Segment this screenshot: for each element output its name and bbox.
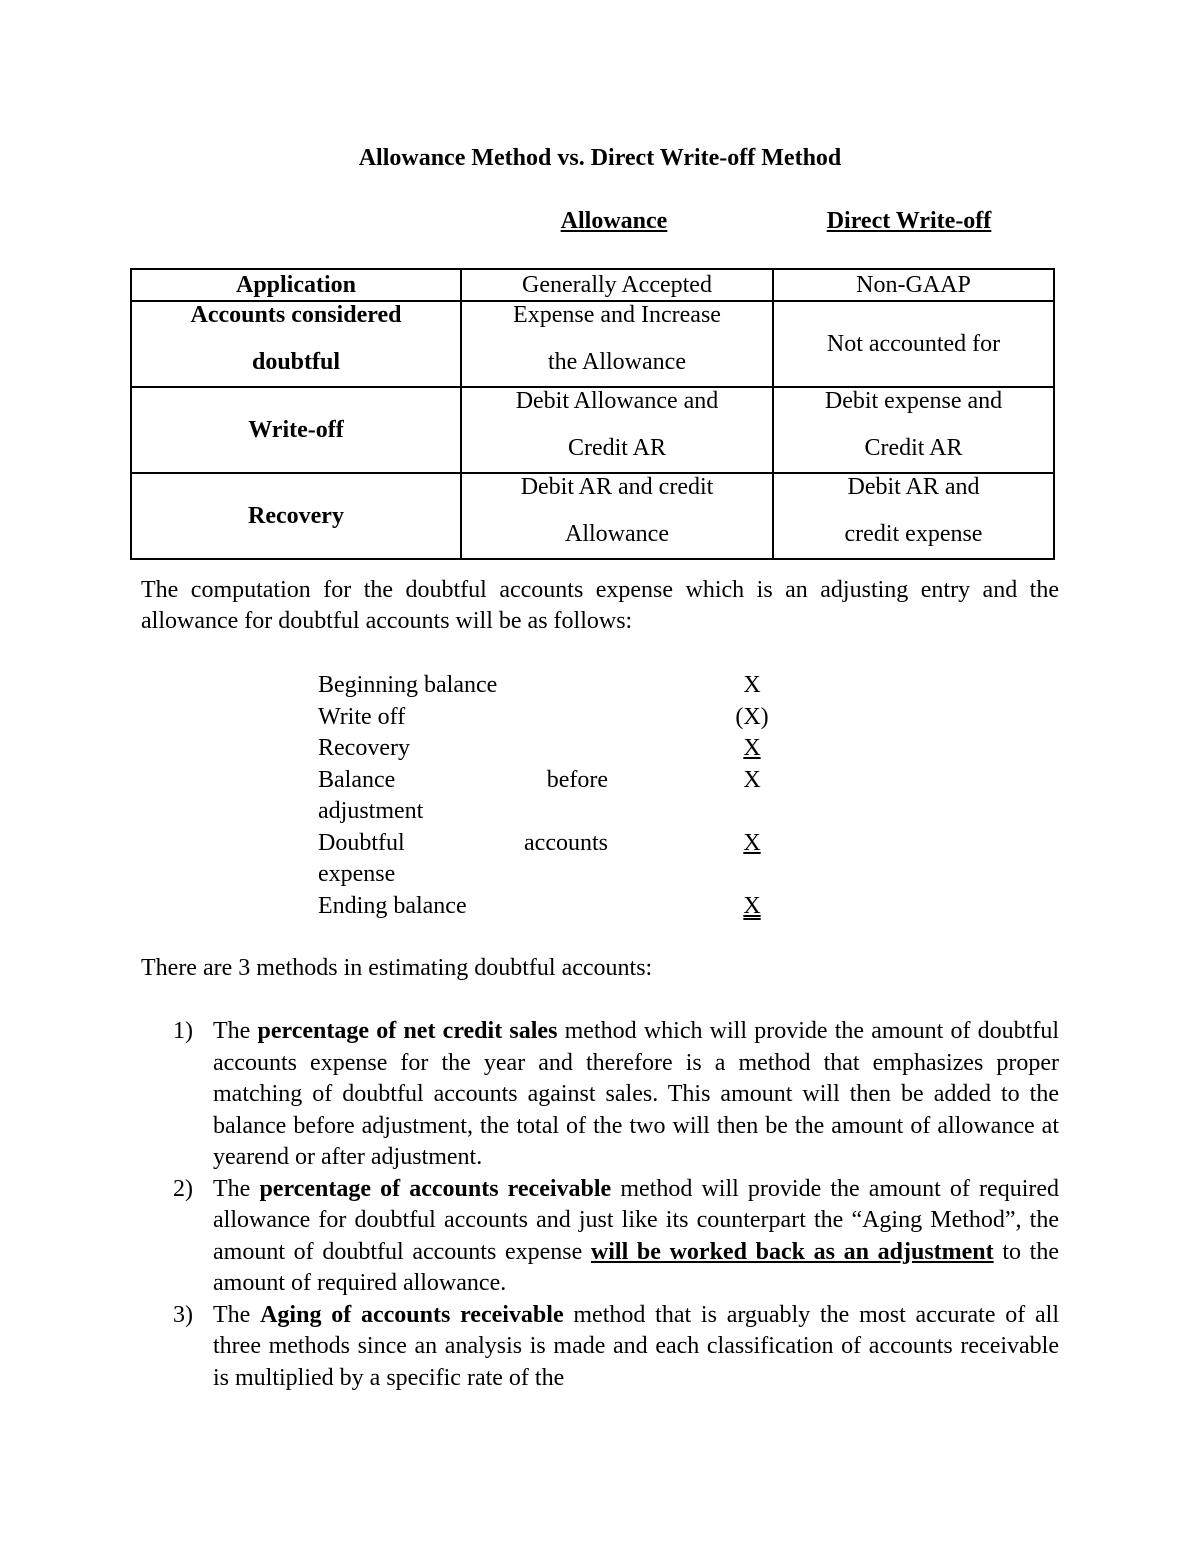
row-label xyxy=(131,301,461,387)
label-word: accounts xyxy=(524,829,608,856)
bold-term: Aging of accounts receivable xyxy=(260,1301,564,1328)
text-run: method will provide the amount of required allowance for doubtful accounts and just like its counterpart the “Aging Method”, the amount of doubtful accounts expense xyxy=(213,1175,1060,1265)
direct-line-1: Debit expense and xyxy=(824,388,1003,414)
direct-cell: Non-GAAP xyxy=(773,269,1054,301)
row-label: Write-off xyxy=(131,387,461,473)
methods-intro: There are 3 methods in estimating doubtful accounts: xyxy=(141,955,653,981)
table-row-write-off xyxy=(131,387,1054,473)
direct-cell xyxy=(773,473,1054,559)
direct-line-2: Credit AR xyxy=(864,435,963,461)
list-item xyxy=(141,1300,1059,1395)
bold-underlined-phrase: will be worked back as an adjustment xyxy=(590,1238,994,1265)
allowance-line-2: Allowance xyxy=(565,521,669,547)
direct-line-1: Debit AR and xyxy=(847,474,980,500)
label-word: Balance xyxy=(318,766,396,793)
text-run: The xyxy=(213,1018,258,1044)
row-label-line-2: doubtful xyxy=(251,349,341,375)
computation-label: Recovery xyxy=(318,735,410,761)
computation-row xyxy=(318,891,798,923)
comparison-table xyxy=(130,268,1055,560)
document-title: Allowance Method vs. Direct Write-off Method xyxy=(358,145,842,171)
computation-label: Write off xyxy=(318,703,406,730)
table-row-accounts-considered-doubtful xyxy=(131,301,1054,387)
allowance-cell xyxy=(461,301,773,387)
text-run: method which will provide the amount of doubtful accounts expense for the year and therefore is a method that emphasizes proper matching of doubtful accounts against sales. This amount will then be added to the balance before adjustment, the total of the two will then be the amount of allowance at yearend or after adjustment. xyxy=(213,1018,1060,1170)
list-number: 1) xyxy=(173,1018,193,1044)
text-run: The xyxy=(213,1301,261,1328)
computation-label xyxy=(318,828,608,860)
direct-cell xyxy=(773,387,1054,473)
allowance-line-1: Expense and Increase xyxy=(513,302,721,328)
allowance-line-2: the Allowance xyxy=(548,349,686,375)
label-word: Doubtful xyxy=(318,829,405,856)
table-row-recovery xyxy=(131,473,1054,559)
allowance-line-2: Credit AR xyxy=(567,435,666,461)
computation-row xyxy=(318,733,798,765)
methods-list xyxy=(141,1016,1059,1394)
text-run: to the amount of required allowance. xyxy=(213,1238,1059,1296)
computation-value: X xyxy=(743,735,761,761)
computation-value: X xyxy=(743,672,761,698)
list-item xyxy=(141,1016,1059,1174)
computation-row xyxy=(318,670,798,702)
direct-cell: Not accounted for xyxy=(773,301,1054,387)
row-label-line-1: Accounts considered xyxy=(190,302,402,328)
column-header-allowance: Allowance xyxy=(560,208,668,234)
computation-label-cont: expense xyxy=(318,861,396,887)
computation-value: (X) xyxy=(735,703,769,730)
computation-label-cont: adjustment xyxy=(318,798,424,824)
direct-line-2: credit expense xyxy=(844,521,983,547)
text-run: The xyxy=(213,1175,260,1202)
computation-row xyxy=(318,702,798,734)
list-number: 2) xyxy=(173,1175,193,1202)
allowance-line-1: Debit AR and credit xyxy=(520,474,714,500)
allowance-cell xyxy=(461,473,773,559)
allowance-line-1: Debit Allowance and xyxy=(515,388,719,414)
list-item xyxy=(141,1174,1059,1300)
allowance-cell: Generally Accepted xyxy=(461,269,773,301)
computation-row xyxy=(318,765,798,828)
allowance-cell xyxy=(461,387,773,473)
computation-value: X xyxy=(743,892,761,919)
label-word: before xyxy=(546,766,608,793)
list-number: 3) xyxy=(173,1301,193,1328)
intro-paragraph: The computation for the doubtful accounts expense which is an adjusting entry and the allowance for doubtful accounts will be as follows: xyxy=(141,577,1059,634)
computation-row xyxy=(318,828,798,891)
bold-term: percentage of accounts receivable xyxy=(259,1175,612,1202)
column-header-direct-write-off: Direct Write-off xyxy=(826,208,992,234)
computation-label: Ending balance xyxy=(318,892,467,919)
computation-value: X xyxy=(743,766,761,793)
bold-term: percentage of net credit sales xyxy=(257,1018,558,1044)
row-label: Recovery xyxy=(131,473,461,559)
computation-label: Beginning balance xyxy=(318,672,498,698)
allowance-computation xyxy=(318,670,798,922)
text-run: method that is arguably the most accurate of all three methods since an analysis is made and each classification of accounts receivable is multiplied by a specific rate of the xyxy=(213,1301,1060,1391)
computation-label xyxy=(318,765,608,797)
row-label: Application xyxy=(131,269,461,301)
computation-value: X xyxy=(743,829,761,856)
